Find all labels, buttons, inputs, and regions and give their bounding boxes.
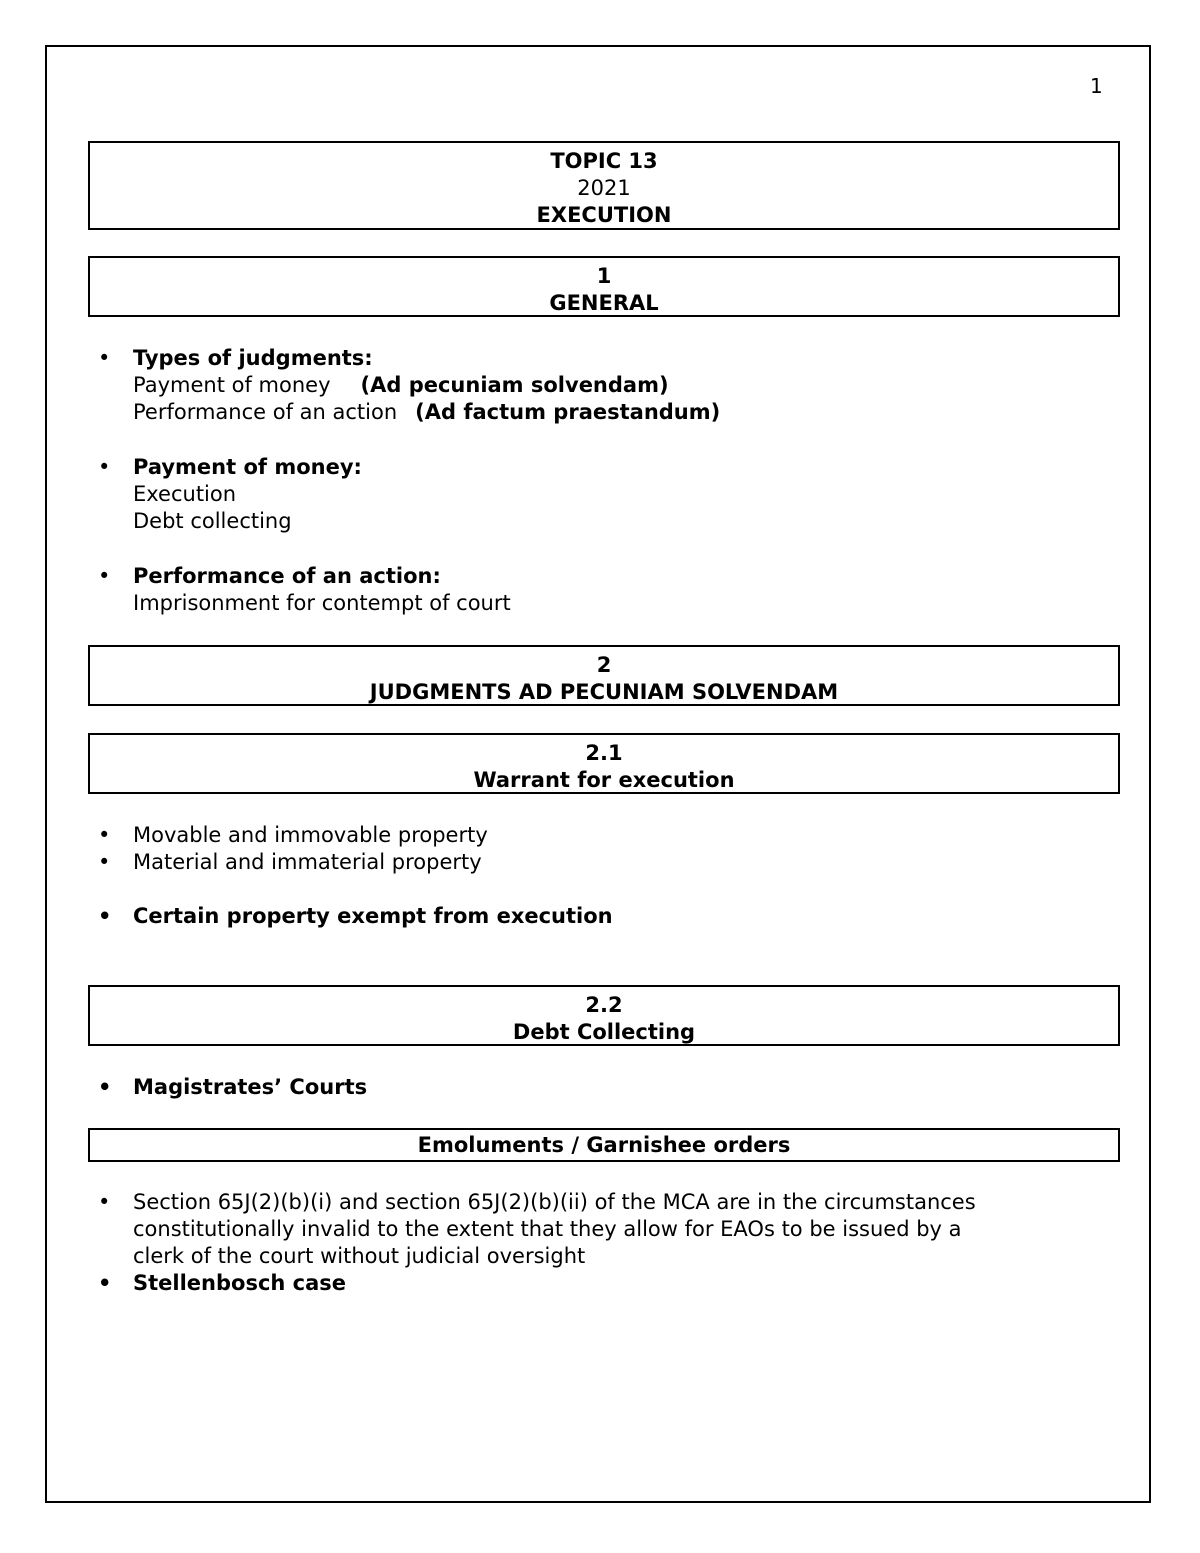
section-2-heading-box [88,645,1120,706]
list-item-material-property: • Material and immaterial property [98,849,1098,876]
types-line-1-latin: (Ad pecuniam solvendam) [360,373,669,397]
list-item-section-65j [98,1189,1098,1270]
list-item-performance-of-action [98,563,1098,617]
list-item-types-of-judgments [98,345,1098,426]
section-2-2-number: 2.2 [585,993,623,1017]
types-line-2 [133,399,1098,426]
types-line-2-latin: (Ad factum praestandum) [415,400,721,424]
section-2-1-number: 2.1 [585,741,623,765]
section-65j-line-3: clerk of the court without judicial oversight [133,1244,586,1268]
payment-line-2: Debt collecting [133,509,292,533]
payment-heading: • Payment of money: [133,455,362,479]
general-bullet-list [98,345,1098,617]
types-line-2-text: Performance of an action [133,400,398,424]
emoluments-bullet-list [98,1189,1098,1297]
topic-header-box [88,141,1120,230]
emoluments-heading-box [88,1128,1120,1162]
emoluments-title: Emoluments / Garnishee orders [417,1133,791,1157]
section-2-1-title: Warrant for execution [473,768,735,792]
list-item-movable-property: • Movable and immovable property [98,822,1098,849]
topic-year: 2021 [577,176,631,200]
list-item-payment-of-money [98,454,1098,535]
topic-label: TOPIC 13 [550,149,658,173]
topic-title: EXECUTION [536,203,672,227]
section-2-2-title: Debt Collecting [512,1020,696,1044]
performance-line-1: Imprisonment for contempt of court [133,591,511,615]
section-2-title: JUDGMENTS AD PECUNIAM SOLVENDAM [369,680,839,704]
section-1-heading-box [88,256,1120,317]
list-item-magistrates-courts: • Magistrates’ Courts [98,1074,1098,1101]
section-2-1-heading-box [88,733,1120,794]
section-1-title: GENERAL [549,291,659,315]
performance-heading: • Performance of an action: [133,564,441,588]
section-2-number: 2 [596,653,612,677]
list-item-exempt-property: • Certain property exempt from execution [98,903,1098,930]
section-65j-line-2: constitutionally invalid to the extent that they allow for EAOs to be issued by a [133,1217,962,1241]
warrant-bullet-list [98,822,1098,930]
types-line-1 [133,372,1098,399]
debt-bullet-list [98,1074,1098,1101]
types-heading: • Types of judgments: [133,346,373,370]
section-2-2-heading-box [88,985,1120,1046]
page-number: 1 [1090,74,1103,98]
section-65j-line-1: • Section 65J(2)(b)(i) and section 65J(2)(b)(ii) of the MCA are in the circumstances [133,1190,976,1214]
list-item-stellenbosch-case: • Stellenbosch case [98,1270,1098,1297]
types-line-1-text: Payment of money [133,373,331,397]
section-1-number: 1 [596,264,612,288]
payment-line-1: Execution [133,482,237,506]
